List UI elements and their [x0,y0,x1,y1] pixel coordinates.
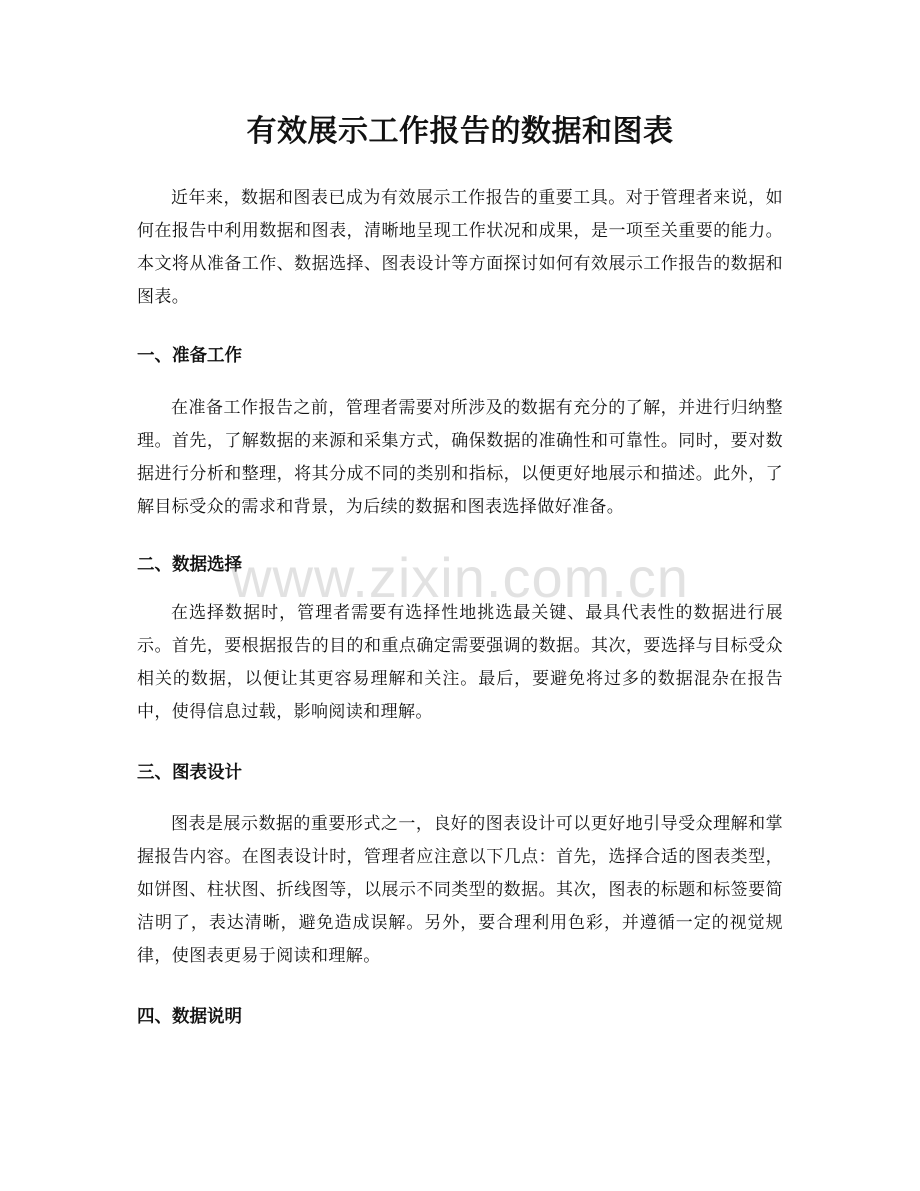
section-heading-data-selection: 二、数据选择 [137,555,242,575]
section-heading-data-explanation: 四、数据说明 [137,1007,242,1027]
section-body-preparation: 在准备工作报告之前，管理者需要对所涉及的数据有充分的了解，并进行归纳整理。首先，了解数据的来源和采集方式，确保数据的准确性和可靠性。同时，要对数据进行分析和整理，将其分成不同的类别和指标，以便更好地展示和描述。此外，了解目标受众的需求和背景，为后续的数据和图表选择做好准备。 [137,398,783,517]
section-heading-chart-design: 三、图表设计 [137,763,242,783]
section-body-data-selection: 在选择数据时，管理者需要有选择性地挑选最关键、最具代表性的数据进行展示。首先，要根据报告的目的和重点确定需要强调的数据。其次，要选择与目标受众相关的数据，以便让其更容易理解和关注。最后，要避免将过多的数据混杂在报告中，使得信息过载，影响阅读和理解。 [137,603,783,722]
section-body-chart-design: 图表是展示数据的重要形式之一，良好的图表设计可以更好地引导受众理解和掌握报告内容。在图表设计时，管理者应注意以下几点：首先，选择合适的图表类型，如饼图、柱状图、折线图等，以展示不同类型的数据。其次，图表的标题和标签要简洁明了，表达清晰，避免造成误解。另外，要合理利用色彩，并遵循一定的视觉规律，使图表更易于阅读和理解。 [137,814,783,966]
document-title: 有效展示工作报告的数据和图表 [246,114,674,149]
intro-paragraph: 近年来，数据和图表已成为有效展示工作报告的重要工具。对于管理者来说，如何在报告中利用数据和图表，清晰地呈现工作状况和成果，是一项至关重要的能力。本文将从准备工作、数据选择、图表设计等方面探讨如何有效展示工作报告的数据和图表。 [137,188,783,307]
watermark: www.zixin.com.cn [231,546,689,609]
section-heading-preparation: 一、准备工作 [137,346,242,366]
